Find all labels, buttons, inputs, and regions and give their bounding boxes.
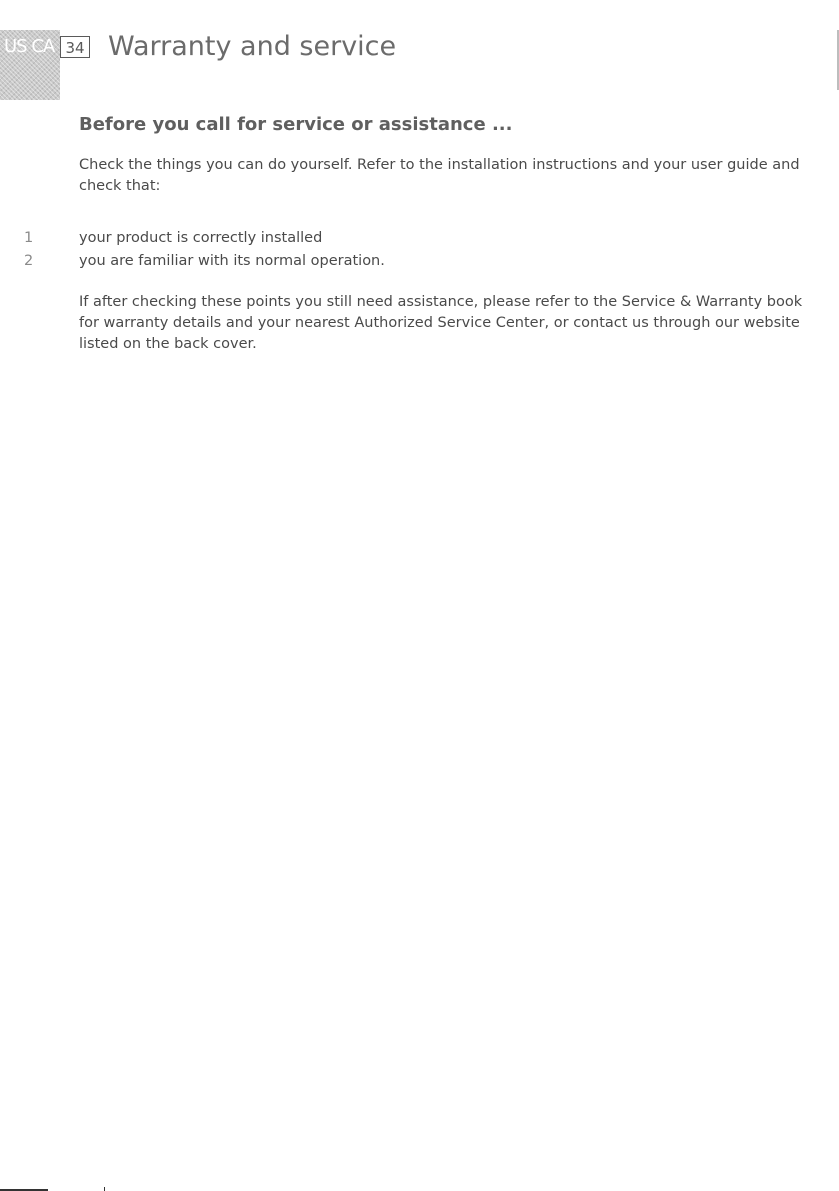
page-number: 34 (60, 36, 90, 58)
intro-paragraph: Check the things you can do yourself. Refer to the installation instructions and your user guide and check that: (79, 157, 800, 194)
outro-paragraph: If after checking these points you still need assistance, please refer to the Service & Warranty book for warranty details and your nearest Authorized Service Center, or contact us through our website listed on the back cover. (79, 294, 803, 352)
checklist-item (0, 227, 760, 250)
section-heading: Before you call for service or assistance ... (79, 114, 513, 135)
bottom-tick (104, 1187, 105, 1191)
checklist-item-number: 2 (24, 253, 34, 269)
checklist (0, 227, 760, 273)
checklist-item (0, 250, 760, 273)
region-label: US CA (4, 36, 55, 57)
checklist-item-text: your product is correctly installed (79, 230, 323, 246)
checklist-item-number: 1 (24, 230, 34, 246)
page-title: Warranty and service (108, 31, 397, 62)
checklist-item-text: you are familiar with its normal operation. (79, 253, 385, 269)
